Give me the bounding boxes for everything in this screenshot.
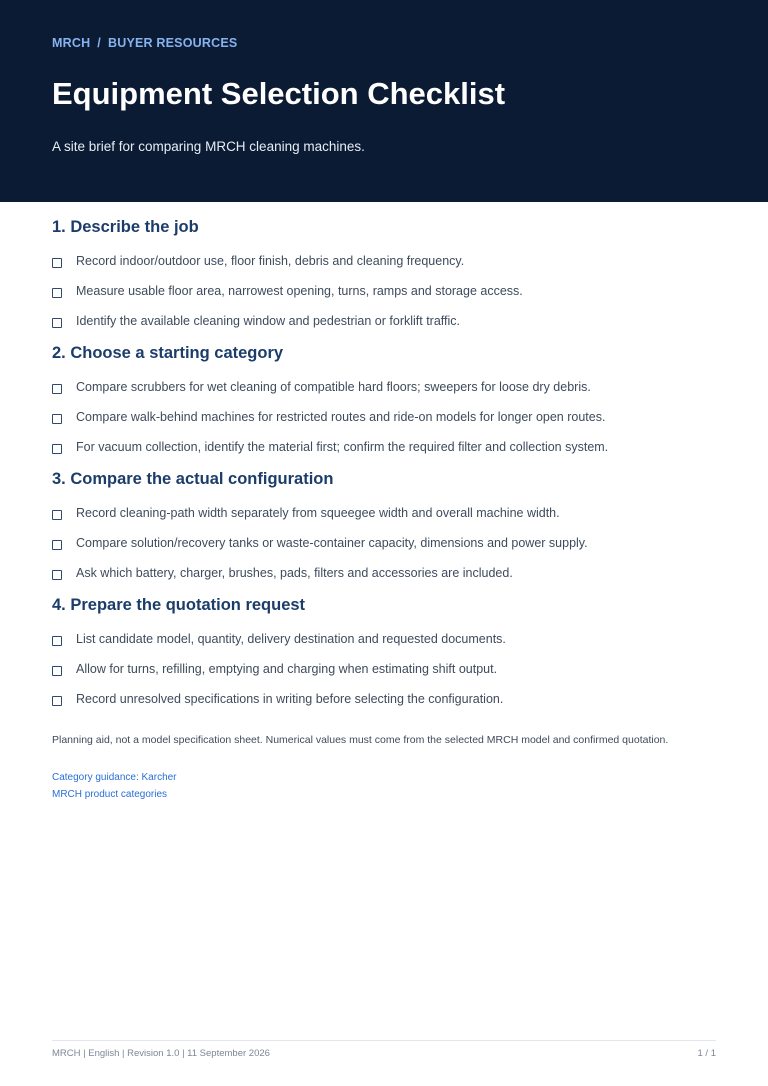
checklist-item-text: Compare scrubbers for wet cleaning of compatible hard floors; sweepers for loose dry debris.	[76, 380, 591, 394]
breadcrumb-item-home[interactable]: MRCH	[52, 36, 91, 50]
checklist-item-text: Allow for turns, refilling, emptying and charging when estimating shift output.	[76, 662, 498, 676]
section-heading: 3. Compare the actual configuration	[52, 470, 334, 488]
checklist-item-text: Compare solution/recovery tanks or waste-container capacity, dimensions and power supply.	[76, 536, 588, 550]
section-describe-job	[52, 216, 722, 336]
footer-page-number: 1 / 1	[697, 1048, 716, 1059]
breadcrumb-separator: /	[97, 36, 101, 50]
checkbox[interactable]	[52, 288, 62, 298]
checkbox[interactable]	[52, 696, 62, 706]
checkbox[interactable]	[52, 666, 62, 676]
checklist-item	[52, 402, 722, 432]
checklist-item	[52, 558, 722, 588]
checklist-item-text: Record cleaning-path width separately from squeegee width and overall machine width.	[76, 506, 560, 520]
checklist-item	[52, 528, 722, 558]
checklist-item	[52, 246, 722, 276]
section-heading: 2. Choose a starting category	[52, 344, 284, 362]
checklist-item	[52, 432, 722, 462]
checklist-item	[52, 624, 722, 654]
checklist-item-text: Ask which battery, charger, brushes, pads, filters and accessories are included.	[76, 566, 513, 580]
disclaimer-note: Planning aid, not a model specification sheet. Numerical values must come from the selected MRCH model and confirmed quotation.	[52, 734, 669, 746]
footer-revision-info: MRCH | English | Revision 1.0 | 11 September 2026	[52, 1048, 270, 1059]
checkbox[interactable]	[52, 258, 62, 268]
checklist-item	[52, 498, 722, 528]
category-guidance-link[interactable]: Category guidance: Karcher	[52, 772, 177, 783]
checklist-item-text: Compare walk-behind machines for restricted routes and ride-on models for longer open routes.	[76, 410, 606, 424]
checklist-item-text: List candidate model, quantity, delivery destination and requested documents.	[76, 632, 506, 646]
page-subtitle: A site brief for comparing MRCH cleaning machines.	[52, 139, 365, 154]
checklist-item	[52, 684, 722, 714]
checkbox[interactable]	[52, 570, 62, 580]
footer-divider	[52, 1040, 716, 1041]
checklist	[52, 624, 722, 714]
section-heading: 4. Prepare the quotation request	[52, 596, 306, 614]
checklist-item	[52, 276, 722, 306]
section-quotation-request	[52, 594, 722, 714]
checklist-item	[52, 306, 722, 336]
product-categories-link[interactable]: MRCH product categories	[52, 789, 168, 800]
checklist	[52, 372, 722, 462]
checklist-item-text: Record indoor/outdoor use, floor finish, debris and cleaning frequency.	[76, 254, 465, 268]
checkbox[interactable]	[52, 636, 62, 646]
checklist	[52, 498, 722, 588]
section-heading: 1. Describe the job	[52, 218, 199, 236]
checkbox[interactable]	[52, 414, 62, 424]
breadcrumb-item-buyer-resources[interactable]: BUYER RESOURCES	[107, 36, 238, 50]
section-starting-category	[52, 342, 722, 462]
checklist-item-text: Record unresolved specifications in writing before selecting the configuration.	[76, 692, 504, 706]
checklist-content	[52, 216, 722, 720]
page-title: Equipment Selection Checklist	[52, 76, 506, 111]
checklist-item-text: Identify the available cleaning window and pedestrian or forklift traffic.	[76, 314, 461, 328]
section-actual-configuration	[52, 468, 722, 588]
checkbox[interactable]	[52, 384, 62, 394]
breadcrumb	[52, 36, 237, 50]
checklist	[52, 246, 722, 336]
checkbox[interactable]	[52, 540, 62, 550]
checklist-item-text: Measure usable floor area, narrowest opening, turns, ramps and storage access.	[76, 284, 523, 298]
checkbox[interactable]	[52, 510, 62, 520]
checklist-item	[52, 372, 722, 402]
page-header	[0, 0, 768, 202]
checklist-item-text: For vacuum collection, identify the material first; confirm the required filter and collection system.	[76, 440, 609, 454]
checkbox[interactable]	[52, 444, 62, 454]
checklist-item	[52, 654, 722, 684]
checkbox[interactable]	[52, 318, 62, 328]
